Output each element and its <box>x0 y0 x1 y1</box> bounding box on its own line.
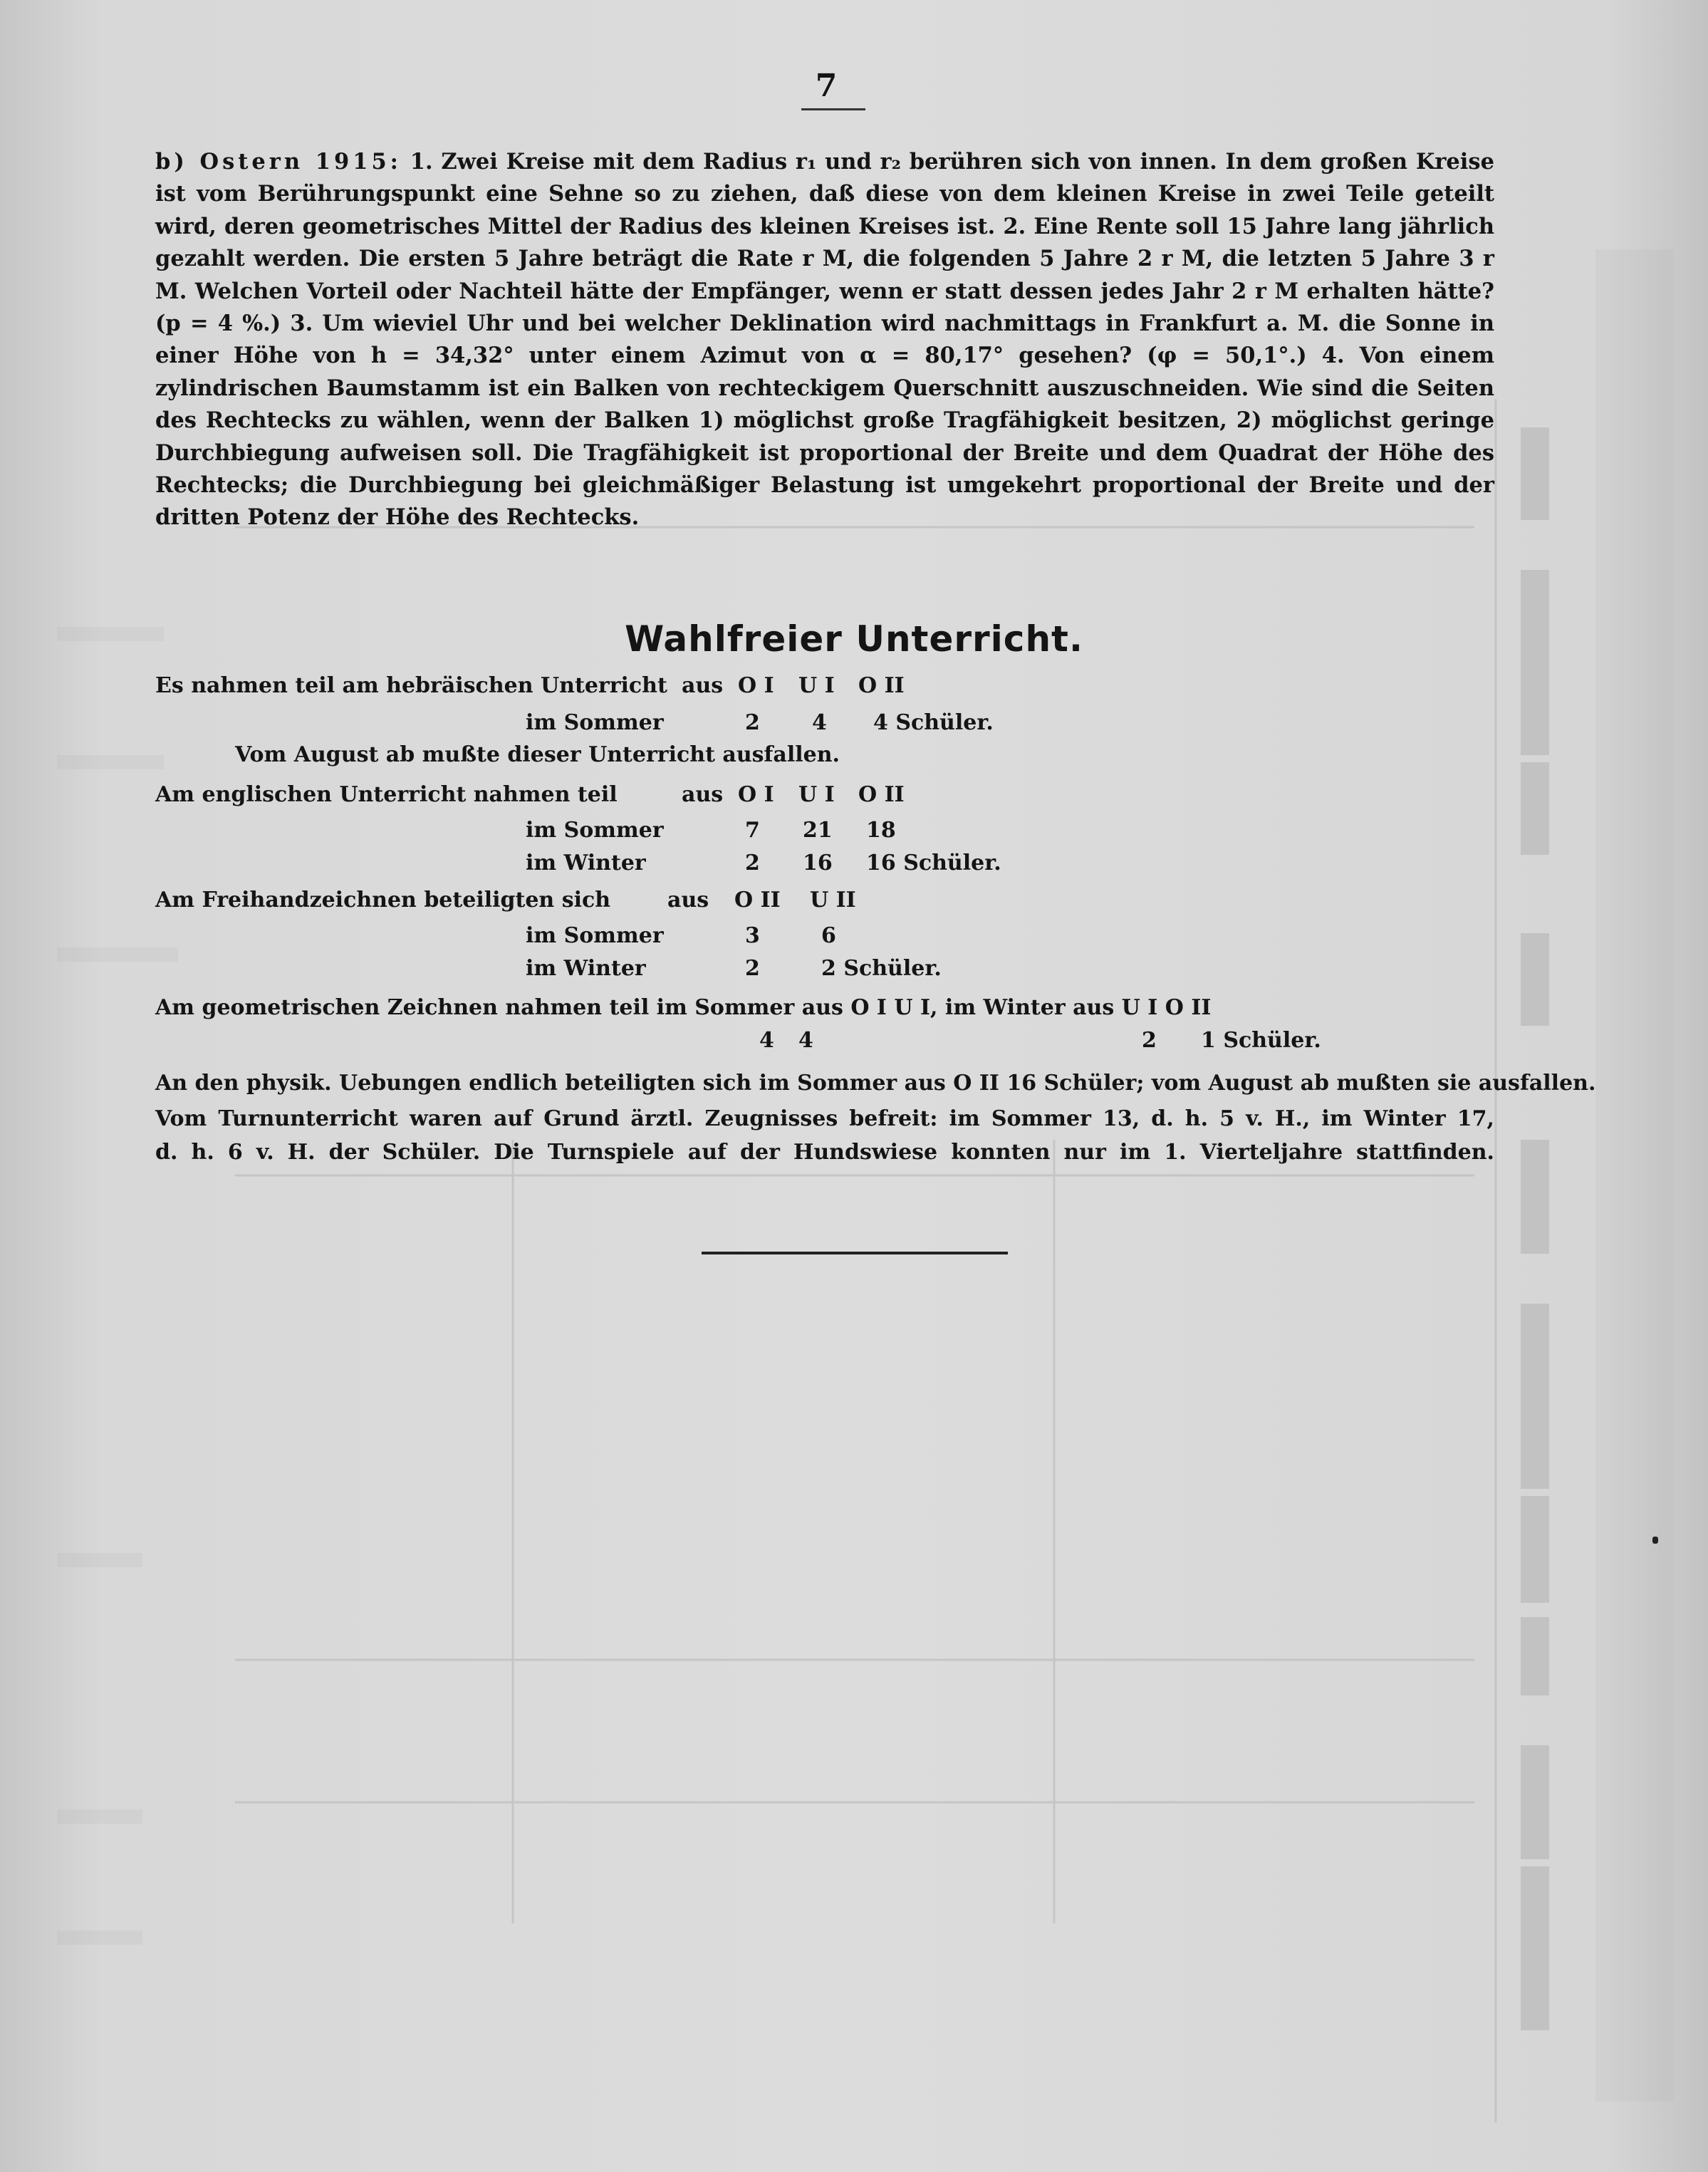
drawing-class-2: U II <box>810 888 856 913</box>
drawing-sommer-v2: 6 <box>821 923 836 948</box>
english-winter-v3: 16 Schüler. <box>866 851 1001 875</box>
page-number: 7 <box>815 68 838 104</box>
physics-line: An den physik. Uebungen endlich beteiligten sich im Sommer aus O II 16 Schüler; vom August ab mußten sie ausfallen. <box>155 1071 1596 1096</box>
hebrew-sommer-v2: 4 <box>812 710 827 735</box>
drawing-sommer-v1: 3 <box>745 923 760 948</box>
exam-label: b) Ostern 1915: <box>155 149 402 175</box>
geometry-line: Am geometrischen Zeichnen nahmen teil im Sommer aus O I U I, im Winter aus U I O II <box>155 995 1212 1020</box>
hebrew-class-1: O I <box>738 673 774 698</box>
hebrew-sommer-label: im Sommer <box>526 710 664 735</box>
hebrew-sommer-v1: 2 <box>745 710 760 735</box>
gym-line-1: Vom Turnunterricht waren auf Grund ärztl. Zeugnisses befreit: im Sommer 13, d. h. 5 v. H., im Winter 17, <box>155 1106 1494 1131</box>
english-class-1: O I <box>738 782 774 807</box>
english-aus: aus <box>682 782 724 807</box>
hebrew-class-3: O II <box>858 673 905 698</box>
english-winter-label: im Winter <box>526 851 646 875</box>
ink-speck <box>1652 1537 1658 1544</box>
hebrew-aus: aus <box>682 673 724 698</box>
hebrew-note: Vom August ab mußte dieser Unterricht ausfallen. <box>235 742 840 767</box>
english-sommer-v1: 7 <box>745 818 760 843</box>
exam-text: 1. Zwei Kreise mit dem Radius r₁ und r₂ berühren sich von innen. In dem großen Kreise ist vom Berührungspunkt eine Sehne so zu ziehen, daß diese von dem kleinen Kreise in zwei Teile geteilt wird, deren geometrisches Mittel der Radius des kleinen Kreises ist. 2. Eine Rente soll 15 Jahre lang jährlich gezahlt werden. Die ersten 5 Jahre beträgt die Rate r M, die folgenden 5 Jahre 2 r M, die letzten 5 Jahre 3 r M. Welchen Vorteil oder Nachteil hätte der Empfänger, wenn er statt dessen jedes Jahr 2 r M erhalten hätte? (p = 4 %.) 3. Um wieviel Uhr und bei welcher Deklination wird nachmittags in Frankfurt a. M. die Sonne in einer Höhe von h = 34,32° unter einem Azimut von α = 80,17° gesehen? (φ = 50,1°.) 4. Von einem zylindrischen Baumstamm ist ein Balken von rechteckigem Querschnitt auszuschneiden. Wie sind die Seiten des Rechtecks zu wählen, wenn der Balken 1) möglichst große Tragfähigkeit besitzen, 2) möglichst geringe Durchbiegung aufweisen soll. Die Tragfähigkeit ist proportional der Breite und dem Quadrat der Höhe des Rechtecks; die Durchbiegung bei gleichmäßiger Belastung ist umgekehrt proportional der Breite und der dritten Potenz der Höhe des Rechtecks. <box>155 149 1494 531</box>
page-number-rule <box>801 108 865 110</box>
drawing-winter-v2: 2 Schüler. <box>821 956 942 981</box>
english-line: Am englischen Unterricht nahmen teil <box>155 782 618 807</box>
geometry-v4: 1 Schüler. <box>1201 1028 1321 1053</box>
english-winter-v2: 16 <box>803 851 833 875</box>
drawing-sommer-label: im Sommer <box>526 923 664 948</box>
drawing-winter-label: im Winter <box>526 956 646 981</box>
hebrew-class-2: U I <box>798 673 835 698</box>
separator-rule <box>702 1252 1008 1254</box>
drawing-aus: aus <box>667 888 709 913</box>
drawing-winter-v1: 2 <box>745 956 760 981</box>
geometry-v1: 4 <box>759 1028 774 1053</box>
english-sommer-label: im Sommer <box>526 818 664 843</box>
english-sommer-v2: 21 <box>803 818 833 843</box>
english-class-2: U I <box>798 782 835 807</box>
hebrew-sommer-v3: 4 Schüler. <box>873 710 994 735</box>
english-class-3: O II <box>858 782 905 807</box>
section-heading: Wahlfreier Unterricht. <box>625 618 1083 660</box>
geometry-v2: 4 <box>798 1028 813 1053</box>
geometry-v3: 2 <box>1142 1028 1157 1053</box>
english-sommer-v3: 18 <box>866 818 896 843</box>
english-winter-v1: 2 <box>745 851 760 875</box>
hebrew-line: Es nahmen teil am hebräischen Unterricht <box>155 673 667 698</box>
drawing-class-1: O II <box>734 888 781 913</box>
drawing-line: Am Freihandzeichnen beteiligten sich <box>155 888 611 913</box>
gym-line-2: d. h. 6 v. H. der Schüler. Die Turnspiele auf der Hundswiese konnten nur im 1. Vierteljahre stattfinden. <box>155 1140 1494 1165</box>
exam-paragraph <box>155 146 1494 534</box>
